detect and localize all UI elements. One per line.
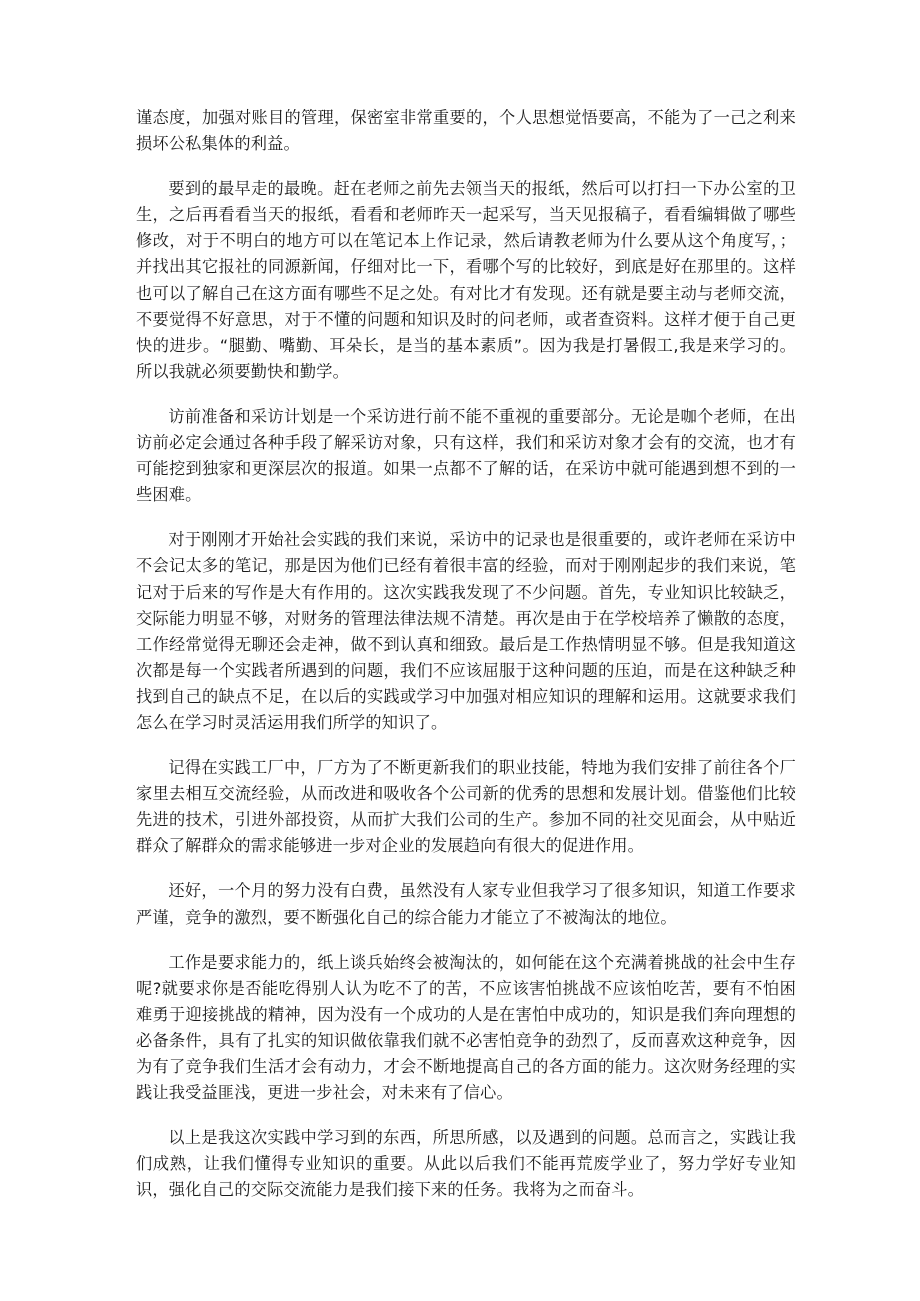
paragraph-3: 访前准备和采访计划是一个采访进行前不能不重视的重要部分。无论是咖个老师，在出访前必定会通过各种手段了解采访对象，只有这样，我们和采访对象才会有的交流，也才有可能挖到独家和更深层次的报道。如果一点都不了解的话，在采访中就可能遇到想不到的一些困难。 [136, 406, 796, 505]
document-body [136, 105, 796, 1222]
paragraph-2: 要到的最早走的最晚。赶在老师之前先去领当天的报纸，然后可以打扫一下办公室的卫生，之后再看看当天的报纸，看看和老师昨天一起采写，当天见报稿子，看看编辑做了哪些修改，对于不明白的地方可以在笔记本上作记录，然后请教老师为什么要从这个角度写，；并找出其它报社的同源新闻，仔细对比一下，看哪个写的比较好，到底是好在那里的。这样也可以了解自己在这方面有哪些不足之处。有对比才有发现。还有就是要主动与老师交流，不要觉得不好意思，对于不懂的问题和知识及时的问老师，或者查资料。这样才便于自己更快的进步。“腿勤、嘴勤、耳朵长，是当的基本素质”。因为我是打暑假工,我是来学习的。所以我就必须要勤快和勤学。 [136, 179, 796, 381]
paragraph-8: 以上是我这次实践中学习到的东西，所思所感，以及遇到的问题。总而言之，实践让我们成熟，让我们懂得专业知识的重要。从此以后我们不能再荒废学业了，努力学好专业知识，强化自己的交际交流能力是我们接下来的任务。我将为之而奋斗。 [136, 1128, 796, 1200]
paragraph-6: 还好，一个月的努力没有白费，虽然没有人家专业但我学习了很多知识，知道工作要求严谨，竞争的激烈，要不断强化自己的综合能力才能立了不被淘汰的地位。 [136, 881, 796, 927]
paragraph-5: 记得在实践工厂中，厂方为了不断更新我们的职业技能，特地为我们安排了前往各个厂家里去相互交流经验，从而改进和吸收各个公司新的优秀的思想和发展计划。借鉴他们比较先进的技术，引进外部投资，从而扩大我们公司的生产。参加不同的社交见面会，从中贴近群众了解群众的需求能够进一步对企业的发展趋向有很大的促进作用。 [136, 758, 796, 856]
paragraph-7: 工作是要求能力的，纸上谈兵始终会被淘汰的，如何能在这个充满着挑战的社会中生存呢?就要求你是否能吃得别人认为吃不了的苦，不应该害怕挑战不应该怕吃苦，要有不怕困难勇于迎接挑战的精神，因为没有一个成功的人是在害怕中成功的，知识是我们奔向理想的必备条件，具有了扎实的知识做依靠我们就不必害怕竞争的劲烈了，反而喜欢这种竞争，因为有了竞争我们生活才会有动力，才会不断地提高自己的各方面的能力。这次财务经理的实践让我受益匪浅，更进一步社会，对未来有了信心。 [136, 952, 796, 1103]
paragraph-1: 谨态度，加强对账目的管理，保密室非常重要的，个人思想觉悟要高，不能为了一己之利来损坏公私集体的利益。 [136, 108, 796, 154]
paragraph-4: 对于刚刚才开始社会实践的我们来说，采访中的记录也是很重要的，或许老师在采访中不会记太多的笔记，那是因为他们已经有着很丰富的经验，而对于刚刚起步的我们来说，笔记对于后来的写作是大有作用的。这次实践我发现了不少问题。首先，专业知识比较缺乏，交际能力明显不够，对财务的管理法律法规不清楚。再次是由于在学校培养了懒散的态度，工作经常觉得无聊还会走神，做不到认真和细致。最后是工作热情明显不够。但是我知道这次都是每一个实践者所遇到的问题，我们不应该屈服于这种问题的压迫，而是在这种缺乏种找到自己的缺点不足，在以后的实践或学习中加强对相应知识的理解和运用。这就要求我们怎么在学习时灵活运用我们所学的知识了。 [136, 530, 796, 732]
